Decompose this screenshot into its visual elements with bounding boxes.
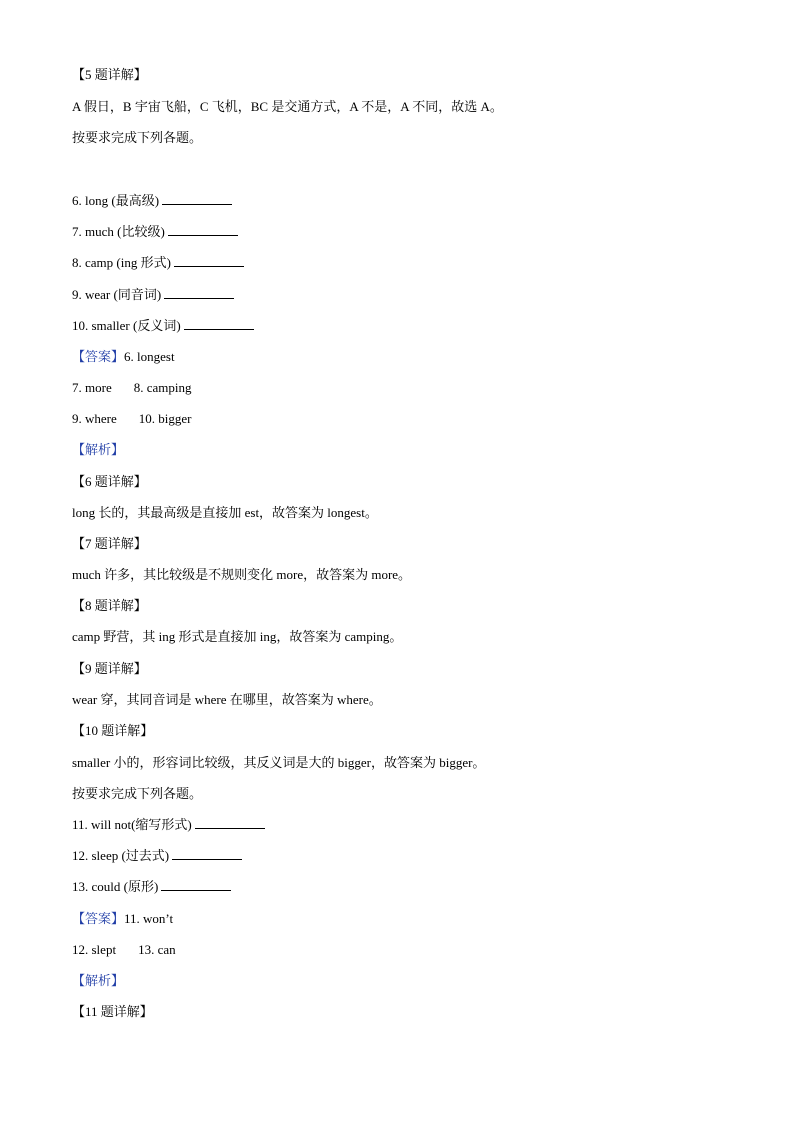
- question-10: [72, 317, 254, 335]
- answer-10: 10. bigger: [138, 411, 192, 426]
- answer-label: 【答案】: [72, 349, 125, 364]
- question-8: [72, 254, 244, 272]
- question-12: [72, 847, 242, 865]
- answer-row-4: [72, 910, 173, 928]
- question-text: 12. sleep (过去式): [72, 848, 170, 863]
- answer-8: 8. camping: [133, 380, 192, 395]
- question-text: 10. smaller (反义词): [72, 318, 181, 333]
- answer-blank: [168, 223, 238, 236]
- question-6: [72, 192, 232, 210]
- answer-row-1: [72, 348, 175, 366]
- answer-row-3: [72, 410, 191, 428]
- q7-explanation: much 许多，其比较级是不规则变化 more，故答案为 more。: [72, 567, 412, 582]
- section2-instruction: 按要求完成下列各题。: [72, 130, 203, 145]
- q8-explanation: camp 野营，其 ing 形式是直接加 ing，故答案为 camping。: [72, 629, 403, 644]
- answer-blank: [184, 317, 254, 330]
- q8-detail-heading: 【8 题详解】: [72, 598, 147, 613]
- q9-detail-heading: 【9 题详解】: [72, 661, 147, 676]
- q6-explanation: long 长的，其最高级是直接加 est，故答案为 longest。: [72, 505, 378, 520]
- answer-label: 【答案】: [72, 911, 125, 926]
- question-text: 11. will not(缩写形式): [72, 817, 192, 832]
- q6-detail-heading: 【6 题详解】: [72, 474, 147, 489]
- answer-9: 9. where: [72, 411, 117, 426]
- answer-7: 7. more: [72, 380, 112, 395]
- answer-12: 12. slept: [72, 942, 117, 957]
- analysis-label-2: 【解析】: [72, 973, 125, 988]
- question-13: [72, 878, 231, 896]
- analysis-label: 【解析】: [72, 442, 125, 457]
- q10-explanation: smaller 小的，形容词比较级，其反义词是大的 bigger，故答案为 bigger。: [72, 755, 486, 770]
- answer-blank: [161, 878, 231, 891]
- question-text: 8. camp (ing 形式): [72, 255, 171, 270]
- answer-blank: [195, 816, 265, 829]
- answer-11: 11. won’t: [124, 911, 174, 926]
- answer-blank: [172, 847, 242, 860]
- question-11: [72, 816, 265, 834]
- answer-row-2: [72, 379, 191, 397]
- q10-detail-heading: 【10 题详解】: [72, 723, 154, 738]
- q11-detail-heading: 【11 题详解】: [72, 1004, 153, 1019]
- answer-blank: [174, 254, 244, 267]
- question-9: [72, 286, 234, 304]
- question-text: 7. much (比较级): [72, 224, 165, 239]
- q5-explanation: A 假日，B 宇宙飞船，C 飞机，BC 是交通方式，A 不是，A 不同，故选 A。: [72, 99, 503, 114]
- question-text: 6. long (最高级): [72, 193, 160, 208]
- section3-instruction: 按要求完成下列各题。: [72, 786, 203, 801]
- q5-detail-heading: 【5 题详解】: [72, 67, 147, 82]
- question-text: 13. could (原形): [72, 879, 159, 894]
- answer-blank: [162, 192, 232, 205]
- q9-explanation: wear 穿，其同音词是 where 在哪里，故答案为 where。: [72, 692, 382, 707]
- question-text: 9. wear (同音词): [72, 287, 162, 302]
- answer-13: 13. can: [138, 942, 176, 957]
- answer-row-5: [72, 941, 176, 959]
- q7-detail-heading: 【7 题详解】: [72, 536, 147, 551]
- question-7: [72, 223, 238, 241]
- answer-6: 6. longest: [124, 349, 175, 364]
- answer-blank: [164, 286, 234, 299]
